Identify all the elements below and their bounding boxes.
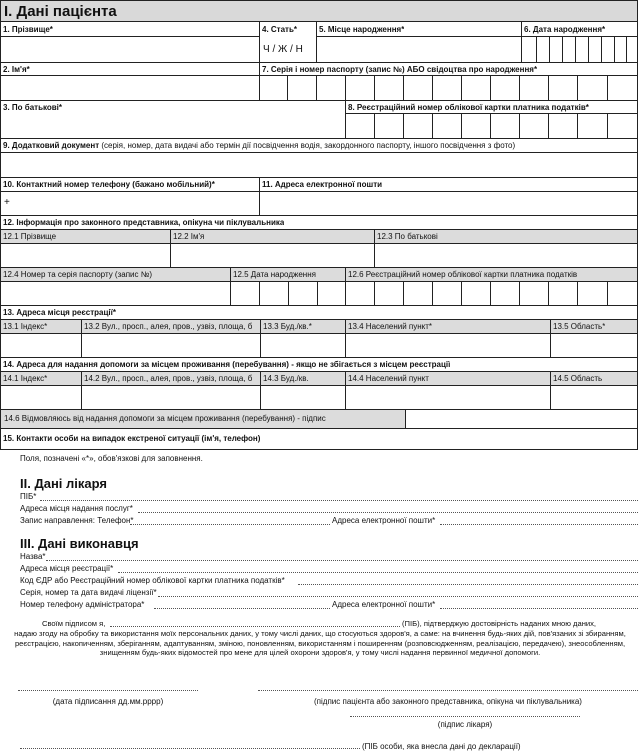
rep-patronymic-input[interactable] (376, 244, 636, 266)
label-res-index: 14.1 Індекс* (3, 374, 48, 383)
rep-tax-cell[interactable] (607, 281, 637, 305)
passport-cell[interactable] (403, 75, 432, 100)
birthdate-cell[interactable] (549, 37, 562, 62)
birthdate-cell[interactable] (575, 37, 588, 62)
passport-cell[interactable] (287, 75, 316, 100)
consent-start: Своїм підписом я, (42, 619, 106, 628)
divider (345, 267, 346, 305)
passport-cell[interactable] (577, 75, 607, 100)
reg-street-input[interactable] (83, 334, 259, 356)
reg-locality-input[interactable] (347, 334, 549, 356)
divider (0, 177, 638, 178)
label-refusal: 14.6 Відмовляюсь від надання допомоги за місцем проживання (перебування) - підпис (4, 414, 326, 423)
label-reg-building: 13.3 Буд./кв.* (263, 322, 312, 331)
label-additional-doc-title: 9. Додатковий документ (3, 141, 100, 150)
divider (345, 100, 346, 138)
signature-doctor-input[interactable] (350, 716, 580, 717)
divider (259, 62, 260, 100)
label-rep-passport: 12.4 Номер та серія паспорту (запис №) (3, 270, 152, 279)
label-executor-admin-phone: Номер телефону адміністратора* (20, 600, 145, 609)
birthdate-cell[interactable] (562, 37, 575, 62)
additional-doc-input[interactable] (2, 153, 636, 176)
passport-cell[interactable] (607, 75, 637, 100)
tax-number-cell[interactable] (577, 113, 607, 138)
divider (0, 449, 638, 450)
label-res-region: 14.5 Область (553, 374, 603, 383)
label-signature-date: (дата підписання дд.мм.рррр) (52, 697, 164, 706)
executor-admin-phone-input[interactable] (154, 608, 330, 609)
entered-by-input[interactable] (20, 748, 360, 749)
label-residence-address: 14. Адреса для надання допомоги за місцем проживання (перебування) - якщо не збігається з місцем реєстрації (3, 360, 451, 369)
email-input[interactable] (261, 192, 636, 214)
label-tax-number: 8. Реєстраційний номер облікової картки платника податків* (348, 103, 589, 112)
label-reg-index: 13.1 Індекс* (3, 322, 48, 331)
doctor-phone-input[interactable] (130, 524, 330, 525)
section-title-executor: III. Дані виконавця (20, 536, 139, 551)
executor-address-input[interactable] (118, 572, 638, 573)
divider (259, 177, 260, 215)
divider (405, 409, 406, 428)
reg-building-input[interactable] (262, 334, 344, 356)
label-executor-code: Код ЄДР або Реєстраційний номер облікової картки платника податків* (20, 576, 285, 585)
birthdate-cell[interactable] (601, 37, 614, 62)
divider (345, 371, 346, 409)
passport-cell[interactable] (490, 75, 519, 100)
res-building-input[interactable] (262, 386, 344, 408)
divider (374, 229, 375, 267)
section-header-patient (0, 0, 638, 22)
tax-number-cell[interactable] (461, 113, 490, 138)
label-sex: 4. Стать* (262, 25, 297, 34)
doctor-address-input[interactable] (138, 512, 638, 513)
label-email: 11. Адреса електронної пошти (262, 180, 383, 189)
surname-input[interactable] (2, 37, 258, 61)
label-patronymic: 3. По батькові* (3, 103, 63, 112)
label-res-street: 14.2 Вул., просп., алея, пров., узвіз, площа, б (84, 374, 253, 383)
birthdate-cell[interactable] (626, 37, 637, 62)
rep-name-input[interactable] (172, 244, 373, 266)
label-executor-license: Серія, номер та дата видачі ліцензії* (20, 588, 157, 597)
divider (0, 305, 638, 306)
tax-number-cell[interactable] (374, 113, 403, 138)
refusal-signature-input[interactable] (407, 410, 636, 427)
emergency-contact-input[interactable] (272, 430, 636, 448)
label-signature-doctor: (підпис лікаря) (437, 720, 493, 729)
executor-email-input[interactable] (440, 608, 638, 609)
rep-tax-cell[interactable] (403, 281, 432, 305)
divider (0, 215, 638, 216)
representative-label-row (1, 230, 637, 243)
passport-cell[interactable] (432, 75, 461, 100)
divider (0, 428, 638, 429)
label-surname: 1. Прізвище* (3, 25, 53, 34)
rep-birthdate-cell[interactable] (317, 281, 345, 305)
label-rep-patronymic: 12.3 По батькові (377, 232, 438, 241)
passport-cell[interactable] (548, 75, 577, 100)
label-executor-email: Адреса електронної пошти* (332, 600, 436, 609)
divider (0, 357, 638, 358)
rep-passport-input[interactable] (2, 282, 229, 304)
label-doctor-pib: ПІБ* (20, 492, 37, 501)
label-res-building: 14.3 Буд./кв. (263, 374, 309, 383)
tax-number-cell[interactable] (490, 113, 519, 138)
label-doctor-phone: Запис направлення: Телефон* (20, 516, 134, 525)
tax-number-cell[interactable] (607, 113, 637, 138)
label-doctor-email: Адреса електронної пошти* (332, 516, 436, 525)
consent-pib-input[interactable] (110, 626, 400, 627)
label-rep-tax-number: 12.6 Реєстраційний номер облікової картки платника податків (348, 270, 578, 279)
doctor-pib-input[interactable] (40, 500, 638, 501)
rep-tax-cell[interactable] (548, 281, 577, 305)
reg-index-input[interactable] (2, 334, 80, 356)
rep-birthdate-cell[interactable] (259, 281, 288, 305)
birthdate-cell[interactable] (588, 37, 601, 62)
label-registration-address: 13. Адреса місця реєстрації* (3, 308, 117, 317)
passport-cell[interactable] (519, 75, 548, 100)
res-index-input[interactable] (2, 386, 80, 408)
divider (81, 371, 82, 409)
label-phone: 10. Контактний номер телефону (бажано мобільний)* (3, 180, 215, 189)
divider (260, 319, 261, 357)
label-birthdate: 6. Дата народження* (524, 25, 606, 34)
tax-number-cell[interactable] (519, 113, 548, 138)
res-locality-input[interactable] (347, 386, 549, 408)
signature-patient-input[interactable] (258, 690, 638, 691)
label-passport: 7. Серія і номер паспорту (запис №) АБО свідоцтва про народження* (262, 65, 538, 74)
label-reg-locality: 13.4 Населений пункт* (348, 322, 433, 331)
divider (0, 138, 638, 139)
label-reg-street: 13.2 Вул., просп., алея, пров., узвіз, площа, б (84, 322, 253, 331)
reg-region-input[interactable] (552, 334, 636, 356)
label-additional-doc-note: (серія, номер, дата видачі або термін дії посвідчення водія, закордонного паспорту, іншого посвідчення з фото) (99, 141, 516, 150)
passport-cell[interactable] (316, 75, 345, 100)
required-fields-note: Поля, позначені «*», обов'язкові для заповнення. (20, 454, 203, 463)
rep-tax-cell[interactable] (490, 281, 519, 305)
rep-tax-cell[interactable] (432, 281, 461, 305)
phone-input[interactable]: + (4, 197, 10, 208)
passport-cell[interactable] (345, 75, 374, 100)
res-region-input[interactable] (552, 386, 636, 408)
label-rep-surname: 12.1 Прізвище (3, 232, 57, 241)
section-title-patient: І. Дані пацієнта (4, 3, 117, 20)
rep-birthdate-cell[interactable] (288, 281, 317, 305)
birthdate-cell[interactable] (614, 37, 626, 62)
rep-tax-cell[interactable] (374, 281, 403, 305)
label-emergency-contact: 15. Контакти особи на випадок екстреної ситуації (ім'я, телефон) (3, 434, 261, 443)
divider (550, 371, 551, 409)
divider (170, 229, 171, 267)
label-representative: 12. Інформація про законного представника, опікуна чи піклувальника (3, 218, 285, 227)
label-executor-address: Адреса місця реєстрації* (20, 564, 114, 573)
label-signature-patient: (підпис пацієнта або законного представника, опікуна чи піклувальника) (314, 697, 582, 706)
patronymic-input[interactable] (2, 114, 344, 137)
divider (0, 62, 638, 63)
label-first-name: 2. Ім'я* (3, 65, 30, 74)
executor-name-input[interactable] (46, 560, 638, 561)
tax-number-cell[interactable] (432, 113, 461, 138)
rep-tax-cell[interactable] (577, 281, 607, 305)
executor-code-input[interactable] (298, 584, 638, 585)
divider (0, 100, 638, 101)
label-res-locality: 14.4 Населений пункт (348, 374, 429, 383)
rep-tax-cell[interactable] (519, 281, 548, 305)
passport-cell[interactable] (461, 75, 490, 100)
consent-end: (ПІБ), підтверджую достовірність наданих мною даних, (402, 619, 597, 628)
res-street-input[interactable] (83, 386, 259, 408)
birthdate-cell[interactable] (536, 37, 549, 62)
divider (230, 267, 231, 305)
tax-number-cell[interactable] (548, 113, 577, 138)
divider (316, 22, 317, 62)
consent-body: надаю згоду на обробку та використання моїх персональних даних, у тому числі даних, що стосуються здоров'я, а саме: на вчинення будь-яких дій, пов'язаних зі збиранням, реєстрацією, накопиченням, зберіганням, адаптуванням, зміною, поновленням, використанням і поширенням (розповсюдженням, реалізацією, передачею), знеособленням, знищенням будь-яких відомостей про мене для цілей охорони здоров'я, у тому числі надання первинної медичної допомоги. (14, 629, 626, 658)
divider (81, 319, 82, 357)
signature-date-input[interactable] (18, 690, 198, 691)
label-rep-name: 12.2 Ім'я (173, 232, 205, 241)
label-reg-region: 13.5 Область* (553, 322, 606, 331)
birthplace-input[interactable] (318, 37, 520, 61)
sex-options[interactable]: Ч / Ж / Н (263, 44, 303, 55)
tax-number-cell[interactable] (403, 113, 432, 138)
divider (521, 22, 522, 62)
divider (345, 319, 346, 357)
divider (260, 371, 261, 409)
label-additional-doc (3, 141, 515, 150)
label-birthplace: 5. Місце народження* (319, 25, 405, 34)
passport-cell[interactable] (374, 75, 403, 100)
label-rep-birthdate: 12.5 Дата народження (233, 270, 316, 279)
section-title-doctor: II. Дані лікаря (20, 476, 107, 491)
rep-tax-cell[interactable] (461, 281, 490, 305)
divider (259, 22, 260, 62)
label-executor-name: Назва* (20, 552, 46, 561)
first-name-input[interactable] (2, 76, 258, 99)
label-doctor-address: Адреса місця надання послуг* (20, 504, 133, 513)
executor-license-input[interactable] (158, 596, 638, 597)
label-entered-by: (ПІБ особи, яка внесла дані до декларації) (362, 742, 521, 751)
rep-surname-input[interactable] (2, 244, 169, 266)
divider (550, 319, 551, 357)
doctor-email-input[interactable] (440, 524, 638, 525)
